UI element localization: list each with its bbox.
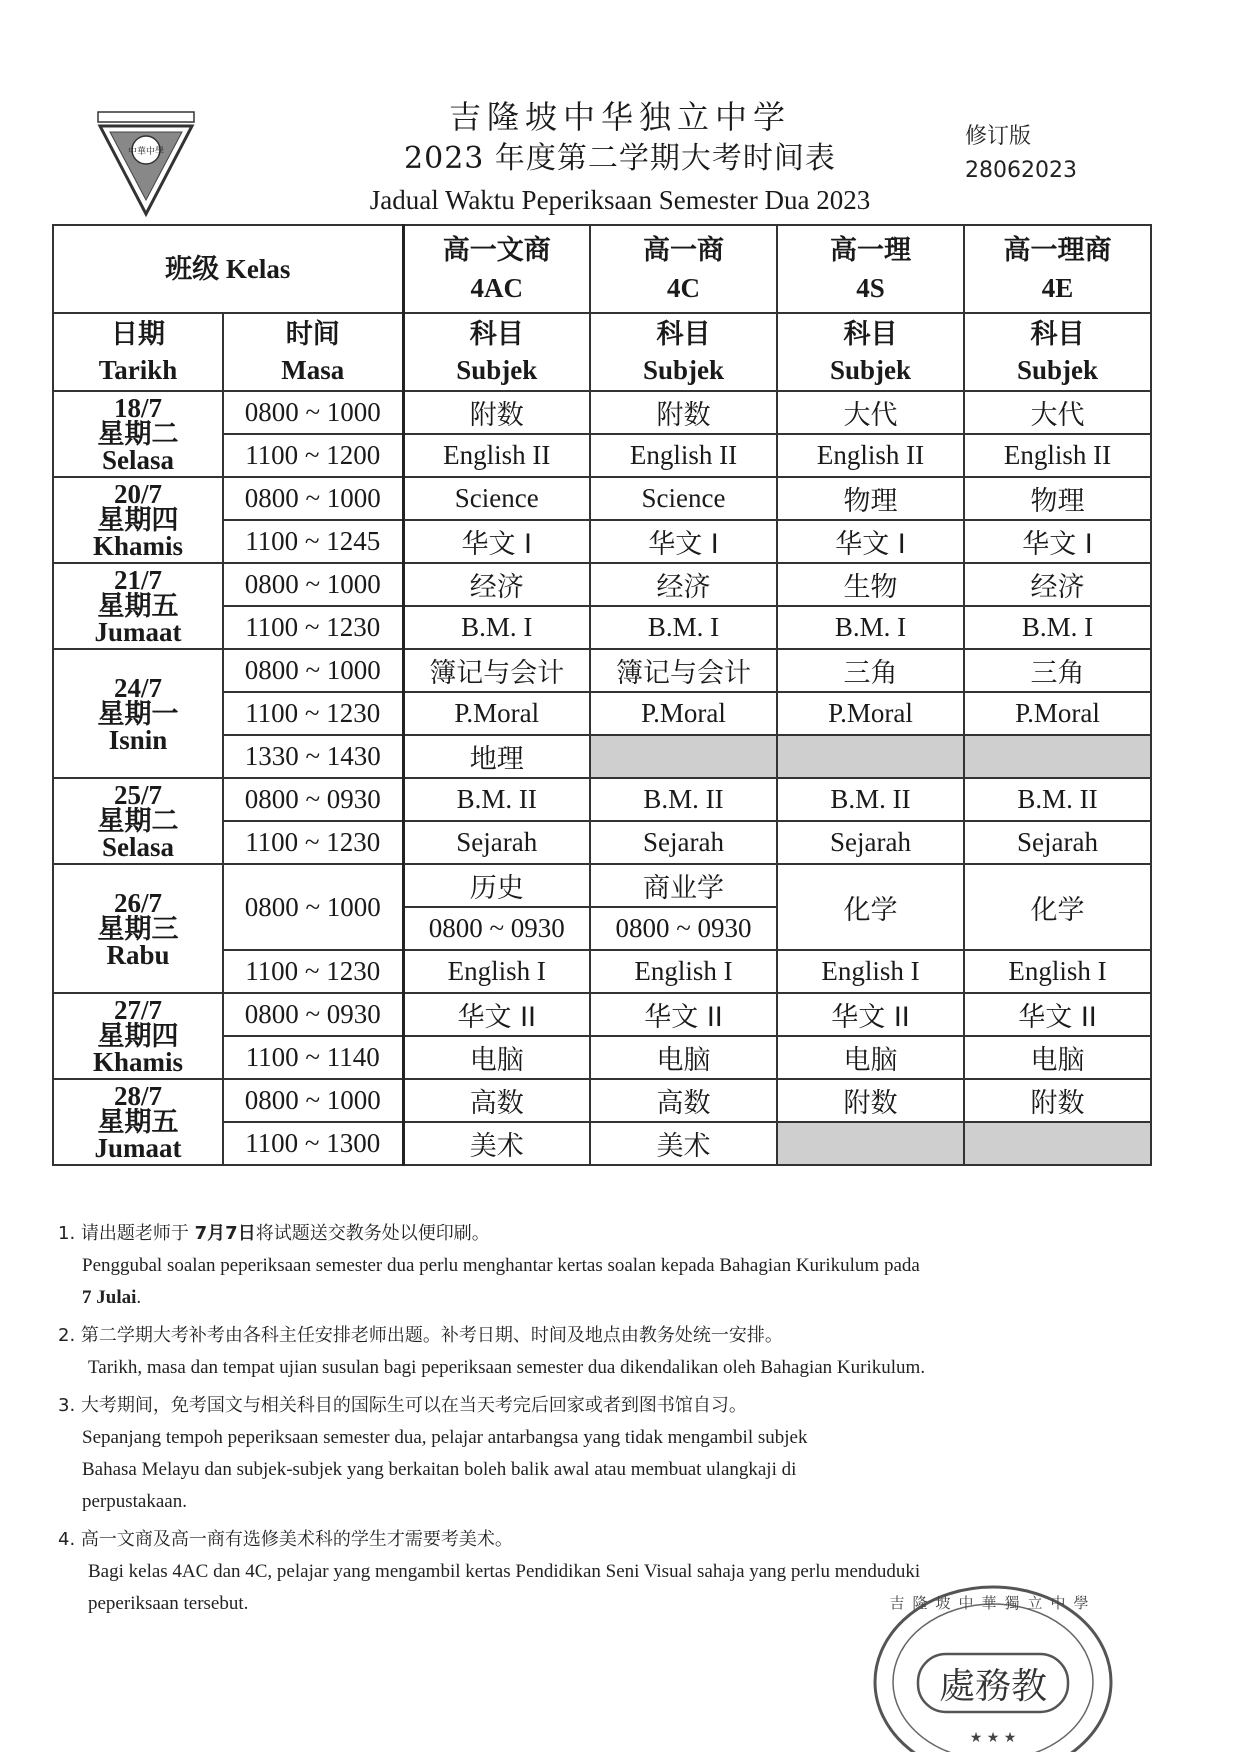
subject-cell: 商业学 bbox=[590, 864, 777, 907]
subject-column-header: 科目 Subjek bbox=[964, 313, 1151, 391]
time-cell: 0800 ~ 1000 bbox=[223, 563, 403, 606]
table-row bbox=[53, 391, 1151, 434]
subject-cell: B.M. I bbox=[590, 606, 777, 649]
subject-cell: P.Moral bbox=[964, 692, 1151, 735]
subject-cell: B.M. II bbox=[590, 778, 777, 821]
subject-cell: Sejarah bbox=[403, 821, 590, 864]
date-cell: 21/7 星期五 Jumaat bbox=[53, 563, 223, 649]
subject-cell: 高数 bbox=[403, 1079, 590, 1122]
subject-cell: B.M. I bbox=[777, 606, 964, 649]
empty-cell bbox=[964, 735, 1151, 778]
note-item: 2. 第二学期大考补考由各科主任安排老师出题。补考日期、时间及地点由教务处统一安排。 Tarikh, masa dan tempat ujian susulan bagi peperiksaan semester dua dikendalikan oleh Bahagian Kurikulum. bbox=[58, 1325, 926, 1378]
subject-cell: 附数 bbox=[403, 391, 590, 434]
date-column-header: 日期 Tarikh bbox=[53, 313, 223, 391]
subject-cell: 美术 bbox=[590, 1122, 777, 1165]
subject-cell: 物理 bbox=[964, 477, 1151, 520]
seal-center-text: 處務教 bbox=[938, 1666, 1048, 1707]
subject-cell: 附数 bbox=[964, 1079, 1151, 1122]
subject-cell: English II bbox=[777, 434, 964, 477]
class-4e-header: 高一理商 4E bbox=[964, 225, 1151, 313]
subject-cell: 华文 II bbox=[590, 993, 777, 1036]
class-4ac-header: 高一文商 4AC bbox=[403, 225, 590, 313]
subject-cell: P.Moral bbox=[590, 692, 777, 735]
subject-cell: English I bbox=[964, 950, 1151, 993]
subject-cell: 大代 bbox=[777, 391, 964, 434]
revision-label: 修订版 bbox=[965, 124, 1032, 149]
time-cell: 1100 ~ 1230 bbox=[223, 692, 403, 735]
subject-cell: 经济 bbox=[590, 563, 777, 606]
subject-cell: 华文 I bbox=[590, 520, 777, 563]
subject-column-header: 科目 Subjek bbox=[777, 313, 964, 391]
subject-cell: B.M. I bbox=[403, 606, 590, 649]
time-cell: 1330 ~ 1430 bbox=[223, 735, 403, 778]
time-cell: 0800 ~ 1000 bbox=[223, 391, 403, 434]
subject-cell: 簿记与会计 bbox=[590, 649, 777, 692]
subject-cell: 物理 bbox=[777, 477, 964, 520]
empty-cell bbox=[964, 1122, 1151, 1165]
subject-cell: 历史 bbox=[403, 864, 590, 907]
time-cell: 1100 ~ 1230 bbox=[223, 606, 403, 649]
subject-cell: B.M. I bbox=[964, 606, 1151, 649]
subject-cell: 经济 bbox=[403, 563, 590, 606]
time-column-header: 时间 Masa bbox=[223, 313, 403, 391]
time-cell: 0800 ~ 1000 bbox=[223, 477, 403, 520]
time-cell: 1100 ~ 1200 bbox=[223, 434, 403, 477]
subject-cell: 地理 bbox=[403, 735, 590, 778]
empty-cell bbox=[777, 735, 964, 778]
empty-cell bbox=[777, 1122, 964, 1165]
subject-cell: 美术 bbox=[403, 1122, 590, 1165]
subject-cell: 电脑 bbox=[964, 1036, 1151, 1079]
seal-ring-text: 吉隆坡中華獨立中學 bbox=[889, 1594, 1097, 1612]
subject-cell: 华文 II bbox=[403, 993, 590, 1036]
subject-cell: 华文 I bbox=[777, 520, 964, 563]
date-cell: 27/7 星期四 Khamis bbox=[53, 993, 223, 1079]
time-cell: 0800 ~ 0930 bbox=[223, 993, 403, 1036]
revision-code: 28062023 bbox=[965, 158, 1077, 183]
table-row bbox=[53, 993, 1151, 1036]
subject-cell: 高数 bbox=[590, 1079, 777, 1122]
subject-cell: 生物 bbox=[777, 563, 964, 606]
subject-cell: 华文 I bbox=[403, 520, 590, 563]
subject-cell: 电脑 bbox=[403, 1036, 590, 1079]
subject-cell: English I bbox=[403, 950, 590, 993]
class-header-row bbox=[53, 225, 1151, 313]
notes-section bbox=[58, 1218, 1118, 1626]
date-cell: 20/7 星期四 Khamis bbox=[53, 477, 223, 563]
empty-cell bbox=[590, 735, 777, 778]
time-cell: 1100 ~ 1140 bbox=[223, 1036, 403, 1079]
time-cell: 0800 ~ 1000 bbox=[223, 1079, 403, 1122]
time-cell: 1100 ~ 1230 bbox=[223, 821, 403, 864]
note-item: 4. 高一文商及高一商有选修美术科的学生才需要考美术。 Bagi kelas 4AC dan 4C, pelajar yang mengambil kertas Pendidikan Seni Visual sahaja yang perlu menduduki peperiksaan tersebut. bbox=[58, 1529, 921, 1614]
date-cell: 25/7 星期二 Selasa bbox=[53, 778, 223, 864]
subject-cell: P.Moral bbox=[403, 692, 590, 735]
time-cell: 1100 ~ 1300 bbox=[223, 1122, 403, 1165]
class-header: 班级 Kelas bbox=[53, 225, 403, 313]
subject-cell: English II bbox=[964, 434, 1151, 477]
logo-text: 中華中學 bbox=[127, 147, 165, 157]
subject-cell: English II bbox=[590, 434, 777, 477]
exam-timetable bbox=[52, 224, 1152, 1166]
date-cell: 24/7 星期一 Isnin bbox=[53, 649, 223, 778]
school-name: 吉隆坡中华独立中学 bbox=[448, 98, 791, 136]
title-zh: 2023 年度第二学期大考时间表 bbox=[404, 141, 836, 176]
school-logo bbox=[96, 110, 196, 220]
seal-stars-icon: ★ ★ ★ bbox=[969, 1730, 1017, 1746]
table-row bbox=[53, 563, 1151, 606]
subject-cell: Sejarah bbox=[777, 821, 964, 864]
date-cell: 28/7 星期五 Jumaat bbox=[53, 1079, 223, 1165]
subject-cell: 电脑 bbox=[590, 1036, 777, 1079]
class-4s-header: 高一理 4S bbox=[777, 225, 964, 313]
subject-cell: Science bbox=[403, 477, 590, 520]
subject-cell: English I bbox=[590, 950, 777, 993]
subject-cell: 华文 I bbox=[964, 520, 1151, 563]
subject-cell: 三角 bbox=[777, 649, 964, 692]
subject-cell: 三角 bbox=[964, 649, 1151, 692]
subject-cell: 化学 bbox=[777, 864, 964, 950]
table-row bbox=[53, 778, 1151, 821]
revision-note bbox=[965, 120, 1077, 188]
time-cell: 1100 ~ 1230 bbox=[223, 950, 403, 993]
subject-column-header: 科目 Subjek bbox=[590, 313, 777, 391]
subject-cell: 大代 bbox=[964, 391, 1151, 434]
table-row bbox=[53, 1079, 1151, 1122]
subject-cell: Sejarah bbox=[590, 821, 777, 864]
subject-cell: 化学 bbox=[964, 864, 1151, 950]
table-row bbox=[53, 477, 1151, 520]
time-cell: 0800 ~ 1000 bbox=[223, 864, 403, 950]
table-row bbox=[53, 864, 1151, 907]
subject-cell: P.Moral bbox=[777, 692, 964, 735]
subject-cell: 华文 II bbox=[777, 993, 964, 1036]
column-header-row bbox=[53, 313, 1151, 391]
class-4c-header: 高一商 4C bbox=[590, 225, 777, 313]
document-header bbox=[240, 96, 1000, 220]
table-row bbox=[53, 649, 1151, 692]
subject-cell: B.M. II bbox=[403, 778, 590, 821]
date-cell: 26/7 星期三 Rabu bbox=[53, 864, 223, 993]
subject-cell: 附数 bbox=[777, 1079, 964, 1122]
office-seal bbox=[868, 1582, 1118, 1752]
title-ms: Jadual Waktu Peperiksaan Semester Dua 2023 bbox=[369, 185, 871, 215]
note-item: 1. 请出题老师于 7月7日将试题送交教务处以便印刷。 Penggubal soalan peperiksaan semester dua perlu menghantar kertas soalan kepada Bahagian Kurikulum pada 7 Julai. bbox=[58, 1223, 920, 1308]
time-cell: 0800 ~ 1000 bbox=[223, 649, 403, 692]
subject-cell: Science bbox=[590, 477, 777, 520]
subject-cell: Sejarah bbox=[964, 821, 1151, 864]
subject-cell: 簿记与会计 bbox=[403, 649, 590, 692]
subject-cell: B.M. II bbox=[964, 778, 1151, 821]
note-item: 3. 大考期间，免考国文与相关科目的国际生可以在当天考完后回家或者到图书馆自习。 Sepanjang tempoh peperiksaan semester dua, pelajar antarbangsa yang tidak mengambil subjek Bahasa Melayu dan subjek-subjek yang berkaitan boleh balik awal atau membuat ulangkaji di perpustakaan. bbox=[58, 1395, 808, 1512]
subject-cell: B.M. II bbox=[777, 778, 964, 821]
subject-time-cell: 0800 ~ 0930 bbox=[590, 907, 777, 950]
subject-cell: 电脑 bbox=[777, 1036, 964, 1079]
date-cell: 18/7 星期二 Selasa bbox=[53, 391, 223, 477]
subject-cell: English II bbox=[403, 434, 590, 477]
subject-cell: English I bbox=[777, 950, 964, 993]
subject-column-header: 科目 Subjek bbox=[403, 313, 590, 391]
time-cell: 0800 ~ 0930 bbox=[223, 778, 403, 821]
subject-time-cell: 0800 ~ 0930 bbox=[403, 907, 590, 950]
subject-cell: 华文 II bbox=[964, 993, 1151, 1036]
subject-cell: 经济 bbox=[964, 563, 1151, 606]
subject-cell: 附数 bbox=[590, 391, 777, 434]
time-cell: 1100 ~ 1245 bbox=[223, 520, 403, 563]
